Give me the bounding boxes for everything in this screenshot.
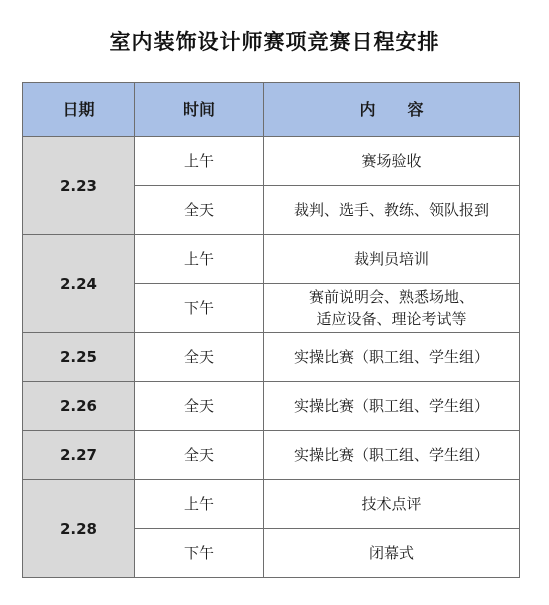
- time-cell: 全天: [135, 333, 264, 382]
- content-line: 技术点评: [361, 495, 422, 513]
- content-cell: [264, 529, 520, 578]
- header-content: 内 容: [264, 83, 520, 137]
- table-row: [23, 137, 520, 186]
- date-cell: 2.25: [23, 333, 135, 382]
- time-cell: 下午: [135, 284, 264, 333]
- page-title: 室内装饰设计师赛项竞赛日程安排: [109, 30, 440, 54]
- table-row: [23, 235, 520, 284]
- table-row: [23, 382, 520, 431]
- content-line: 适应设备、理论考试等: [316, 310, 467, 328]
- date-cell: 2.23: [23, 137, 135, 235]
- date-cell: 2.26: [23, 382, 135, 431]
- content-line: 实操比赛（职工组、学生组）: [293, 397, 489, 415]
- table-row: [23, 431, 520, 480]
- content-line: 裁判、选手、教练、领队报到: [293, 201, 489, 219]
- content-cell: [264, 284, 520, 333]
- date-cell: 2.28: [23, 480, 135, 578]
- date-cell: 2.27: [23, 431, 135, 480]
- time-cell: 上午: [135, 480, 264, 529]
- content-line: 裁判员培训: [353, 250, 429, 268]
- time-cell: 全天: [135, 186, 264, 235]
- time-cell: 上午: [135, 235, 264, 284]
- time-cell: 下午: [135, 529, 264, 578]
- table-header-row: [23, 83, 520, 137]
- time-cell: 上午: [135, 137, 264, 186]
- table-row: [23, 480, 520, 529]
- content-line: 实操比赛（职工组、学生组）: [293, 446, 489, 464]
- content-line: 闭幕式: [368, 544, 414, 562]
- content-cell: [264, 137, 520, 186]
- content-line: 赛前说明会、熟悉场地、: [308, 288, 474, 306]
- content-cell: [264, 382, 520, 431]
- date-cell: 2.24: [23, 235, 135, 333]
- content-cell: [264, 431, 520, 480]
- schedule-table: [22, 82, 520, 578]
- content-cell: [264, 235, 520, 284]
- time-cell: 全天: [135, 431, 264, 480]
- content-cell: [264, 480, 520, 529]
- content-cell: [264, 333, 520, 382]
- content-cell: [264, 186, 520, 235]
- header-date: 日期: [23, 83, 135, 137]
- header-time: 时间: [135, 83, 264, 137]
- time-cell: 全天: [135, 382, 264, 431]
- table-row: [23, 333, 520, 382]
- content-line: 实操比赛（职工组、学生组）: [293, 348, 489, 366]
- content-line: 赛场验收: [361, 152, 422, 170]
